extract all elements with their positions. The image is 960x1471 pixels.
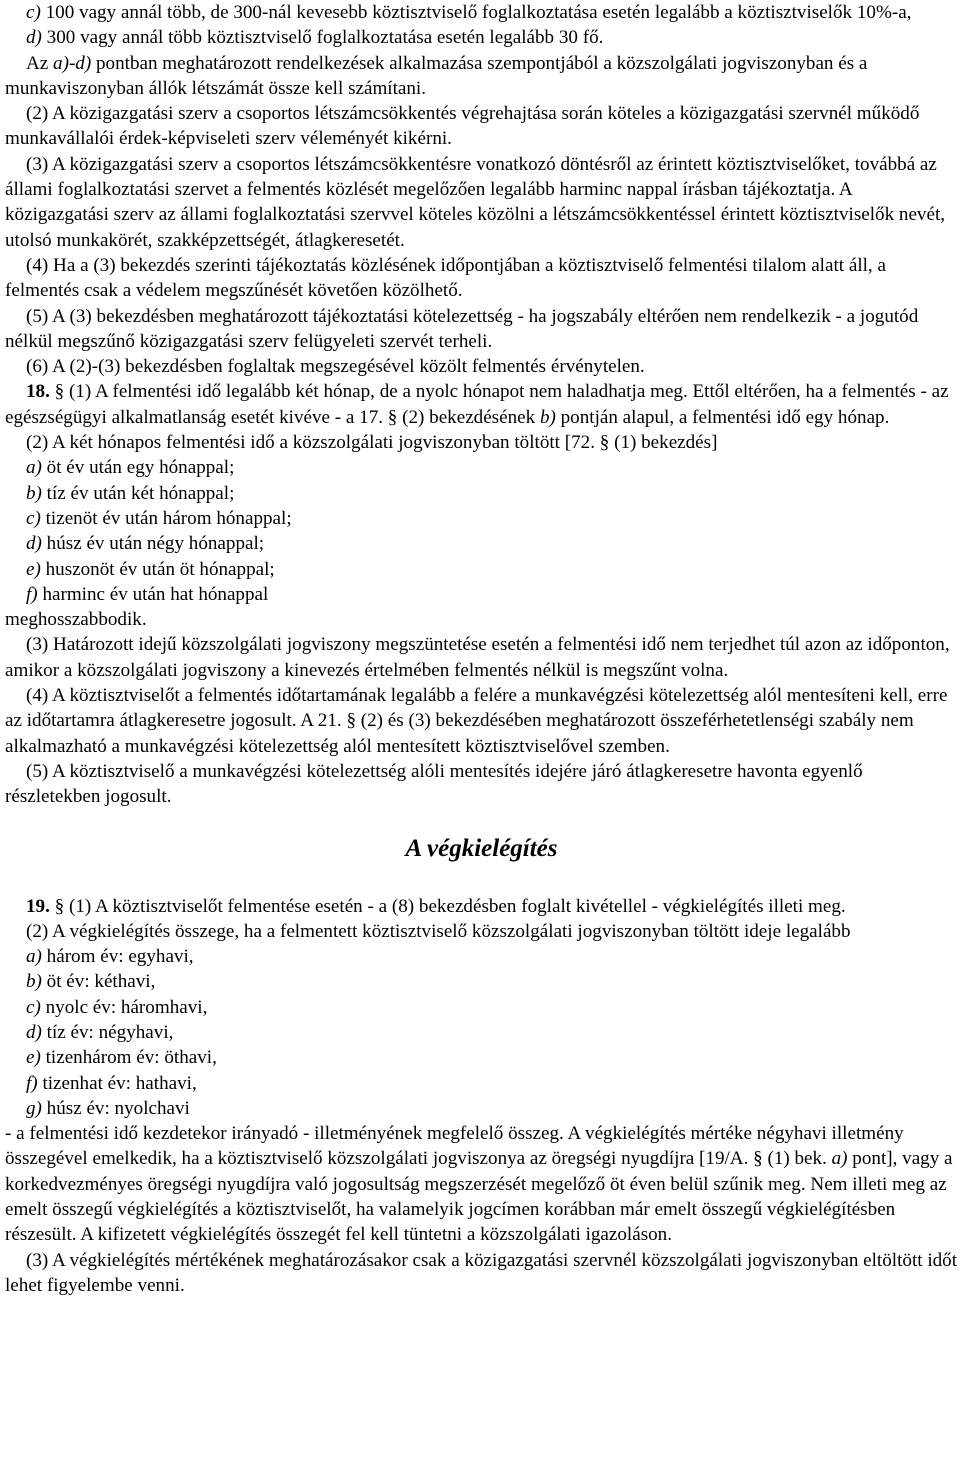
list-text: öt év: kéthavi, <box>41 971 156 993</box>
paragraph-text: pontján alapul, a felmentési idő egy hónap. <box>555 406 890 428</box>
list-marker: d) <box>26 533 42 555</box>
paragraph: (4) Ha a (3) bekezdés szerinti tájékoztatás közlésének időpontjában a köztisztviselő felmentési tilalom alatt áll, a felmentés csak a védelem megszűnését követően közölhető. <box>5 254 886 302</box>
list-item <box>5 557 958 582</box>
paragraph-text: § (1) A köztisztviselőt felmentése esetén - a (8) bekezdésben foglalt kivétellel - végkielégítés illeti meg. <box>49 895 846 917</box>
list-item <box>5 0 958 25</box>
list-marker: a) <box>26 457 42 479</box>
list-marker: g) <box>26 1097 42 1119</box>
list-item <box>5 1071 958 1096</box>
point-reference: b) <box>539 406 556 428</box>
section-heading: A végkielégítés <box>405 834 558 862</box>
list-text: tizenöt év után három hónappal; <box>40 507 292 529</box>
list-item <box>5 506 958 531</box>
list-marker: e) <box>26 558 41 580</box>
list-marker: b) <box>26 971 42 993</box>
list-text: húsz év után négy hónappal; <box>41 533 265 555</box>
section-18 <box>5 379 958 430</box>
paragraph: (3) A végkielégítés mértékének meghatározásakor csak a közigazgatási szervnél közszolgálati jogviszonyban eltöltött időt lehet figyelembe venni. <box>5 1249 958 1296</box>
list-text: huszonöt év után öt hónappal; <box>40 558 275 580</box>
list-marker: c) <box>26 507 41 529</box>
list-marker: a) <box>26 946 42 968</box>
list-item <box>5 944 958 969</box>
list-text: tíz év: négyhavi, <box>41 1021 174 1043</box>
section-19 <box>5 894 958 919</box>
paragraph: meghosszabbodik. <box>5 609 147 631</box>
paragraph: (2) A közigazgatási szerv a csoportos létszámcsökkentés végrehajtása során köteles a közigazgatási szervnél működő munkavállalói érdek-képviseleti szerv véleményét kikérni. <box>5 103 920 150</box>
list-text: 100 vagy annál több, de 300-nál kevesebb köztisztviselő foglalkoztatása esetén legalább a köztisztviselők 10%-a, <box>40 2 912 23</box>
paragraph: (5) A (3) bekezdésben meghatározott tájékoztatási kötelezettség - ha jogszabály eltérően nem rendelkezik - a jogutód nélkül megszűnő közigazgatási szerv felügyeleti szervét terheli. <box>5 305 919 352</box>
list-text: három év: egyhavi, <box>41 946 194 968</box>
list-item <box>5 1096 958 1121</box>
list-text: öt év után egy hónappal; <box>41 457 235 479</box>
paragraph: (2) A végkielégítés összege, ha a felmentett köztisztviselő közszolgálati jogviszonyban töltött ideje legalább <box>26 920 851 942</box>
list-marker: c) <box>26 996 41 1018</box>
list-marker: f) <box>26 1072 38 1094</box>
list-item <box>5 455 958 480</box>
list-text: harminc év után hat hónappal <box>37 583 269 605</box>
list-item <box>5 1045 958 1070</box>
point-reference: a)-d) <box>53 52 92 74</box>
paragraph: (3) Határozott idejű közszolgálati jogviszony megszüntetése esetén a felmentési idő nem terjedhet túl azon az időponton, amikor a közszolgálati jogviszony a kinevezés értelmében felmentés nélkül is megszűnt volna. <box>5 634 950 681</box>
paragraph <box>5 1121 958 1247</box>
list-marker: d) <box>26 1021 42 1043</box>
paragraph-text: § (1) A felmentési idő legalább két hónap, de a nyolc hónapot nem haladhatja meg. Ettől eltérően, ha a felmentés - az egészségügyi alkalmatlanság esetét kivéve - a 17. § (2) bekezdésének <box>5 381 949 428</box>
list-item <box>5 1020 958 1045</box>
paragraph-text: pont], vagy a korkedvezményes öregségi nyugdíjra való jogosultság megszerzését megelőző öt éven belül szűnik meg. Nem illeti meg az emelt összegű végkielégítés a köztisztviselőt, ha valamelyik jogcímen korábban már emelt összegű végkielégítésben részesült. A kifizetett végkielégítés összegét fel kell tüntetni a közszolgálati igazoláson. <box>5 1148 953 1246</box>
list-text: 300 vagy annál több köztisztviselő foglalkoztatása esetén legalább 30 fő. <box>41 27 604 49</box>
list-item <box>5 531 958 556</box>
list-marker: b) <box>26 482 42 504</box>
list-item <box>5 25 958 50</box>
paragraph-text: pontban meghatározott rendelkezések alkalmazása szempontjából a közszolgálati jogviszonyban és a munkaviszonyban állók létszámát össze kell számítani. <box>5 52 868 99</box>
list-text: tizenhat év: hathavi, <box>37 1072 197 1094</box>
list-text: tíz év után két hónappal; <box>41 482 235 504</box>
list-marker: c) <box>26 2 41 23</box>
list-item <box>5 582 958 607</box>
paragraph: (3) A közigazgatási szerv a csoportos létszámcsökkentésre vonatkozó döntésről az érintett köztisztviselőket, továbbá az állami foglalkoztatási szervet a felmentés közlését megelőzően legalább harminc nappal írásban tájékoztatja. A közigazgatási szerv az állami foglalkoztatási szervvel köteles közölni a létszámcsökkentéssel érintett köztisztviselők nevét, utolsó munkakörét, szakképzettségét, átlagkeresetét. <box>5 153 946 251</box>
paragraph: (2) A két hónapos felmentési idő a közszolgálati jogviszonyban töltött [72. § (1) bekezdés] <box>26 432 718 454</box>
list-item <box>5 969 958 994</box>
paragraph-text: - a felmentési idő kezdetekor irányadó - illetményének megfelelő összeg. A végkielégítés mértéke négyhavi illetmény összegével emelkedik, ha a köztisztviselő közszolgálati jogviszonya az öregségi nyugdíjra [19/A. § (1) bek. <box>5 1123 904 1170</box>
list-marker: e) <box>26 1047 41 1069</box>
list-text: húsz év: nyolchavi <box>41 1097 190 1119</box>
section-number: 18. <box>26 381 50 403</box>
paragraph: (4) A köztisztviselőt a felmentés időtartamának legalább a felére a munkavégzési kötelezettség alól mentesíteni kell, erre az időtartamra átlagkeresetre jogosult. A 21. § (2) és (3) bekezdésében meghatározott összeférhetetlenségi szabály nem alkalmazható a munkavégzési kötelezettség alól mentesített köztisztviselővel szemben. <box>5 685 948 757</box>
list-item <box>5 995 958 1020</box>
paragraph: (5) A köztisztviselő a munkavégzési kötelezettség alóli mentesítés idejére járó átlagkeresetre havonta egyenlő részletekben jogosult. <box>5 760 863 808</box>
list-text: tizenhárom év: öthavi, <box>40 1047 217 1069</box>
list-item <box>5 481 958 506</box>
point-reference: a) <box>831 1148 848 1170</box>
section-number: 19. <box>26 895 50 917</box>
paragraph <box>5 51 958 102</box>
paragraph-text: Az <box>26 52 54 74</box>
list-marker: f) <box>26 583 38 605</box>
list-text: nyolc év: háromhavi, <box>40 996 208 1018</box>
paragraph: (6) A (2)-(3) bekezdésben foglaltak megszegésével közölt felmentés érvénytelen. <box>26 356 645 378</box>
list-marker: d) <box>26 27 42 49</box>
